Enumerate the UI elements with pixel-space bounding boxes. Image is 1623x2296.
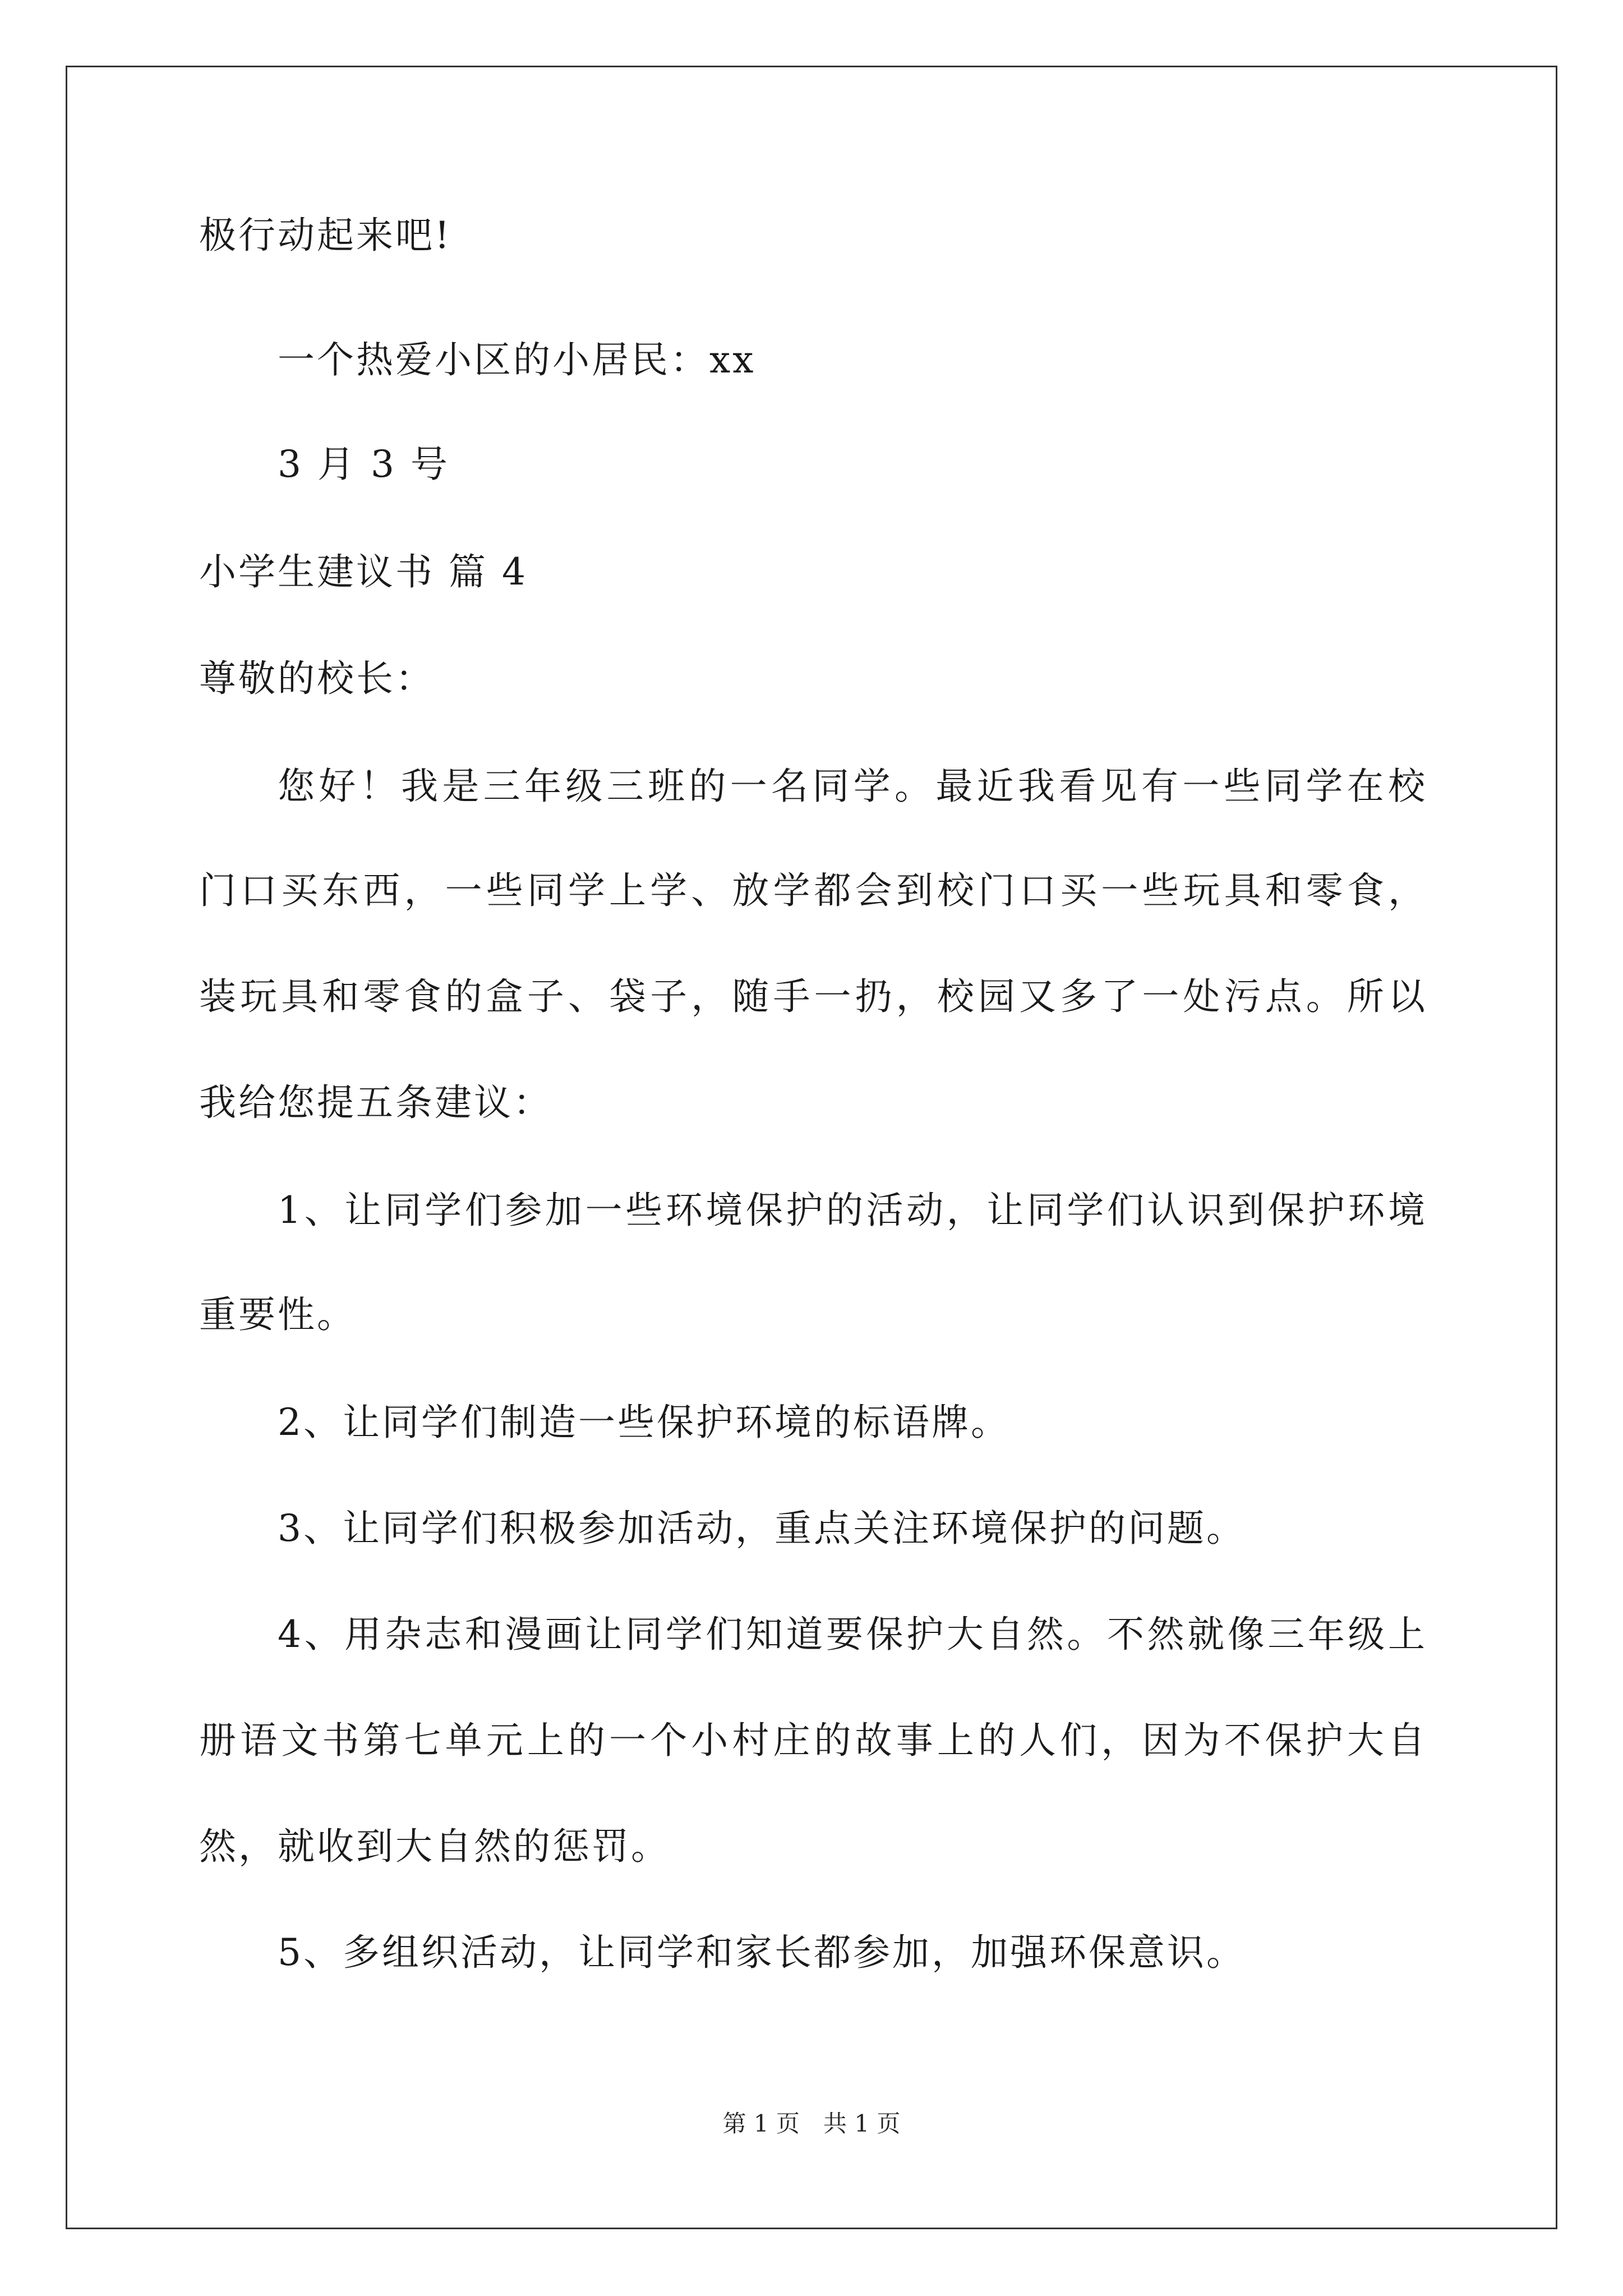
suggestion-item: 5、多组织活动，让同学和家长都参加，加强环保意识。 — [278, 1931, 1246, 1974]
suggestion-item: 1、让同学们参加一些环境保护的活动，让同学们认识到保护环境 — [278, 1189, 1427, 1232]
paragraph-line: 我给您提五条建议： — [199, 1081, 552, 1124]
suggestion-item: 4、用杂志和漫画让同学们知道要保护大自然。不然就像三年级上 — [278, 1613, 1427, 1656]
section-heading: 小学生建议书 篇 4 — [199, 550, 528, 593]
salutation: 尊敬的校长： — [199, 657, 435, 700]
suggestion-item-continued: 册语文书第七单元上的一个小村庄的故事上的人们，因为不保护大自 — [199, 1719, 1427, 1762]
paragraph-line: 您好！我是三年级三班的一名同学。最近我看见有一些同学在校 — [278, 765, 1427, 808]
signature-line: 一个热爱小区的小居民：xx — [278, 338, 756, 381]
paragraph-line: 门口买东西，一些同学上学、放学都会到校门口买一些玩具和零食， — [199, 869, 1427, 912]
date-line: 3 月 3 号 — [278, 443, 450, 486]
paragraph-line: 装玩具和零食的盒子、袋子，随手一扔，校园又多了一处污点。所以 — [199, 975, 1427, 1018]
suggestion-item: 2、让同学们制造一些保护环境的标语牌。 — [278, 1401, 1010, 1444]
page-footer: 第 1 页 共 1 页 — [722, 2110, 901, 2137]
suggestion-item-continued: 然，就收到大自然的惩罚。 — [199, 1825, 670, 1868]
suggestion-item-continued: 重要性。 — [199, 1293, 356, 1336]
text-line: 极行动起来吧! — [199, 214, 452, 257]
suggestion-item: 3、让同学们积极参加活动，重点关注环境保护的问题。 — [278, 1507, 1246, 1550]
page-border — [66, 66, 1557, 2229]
